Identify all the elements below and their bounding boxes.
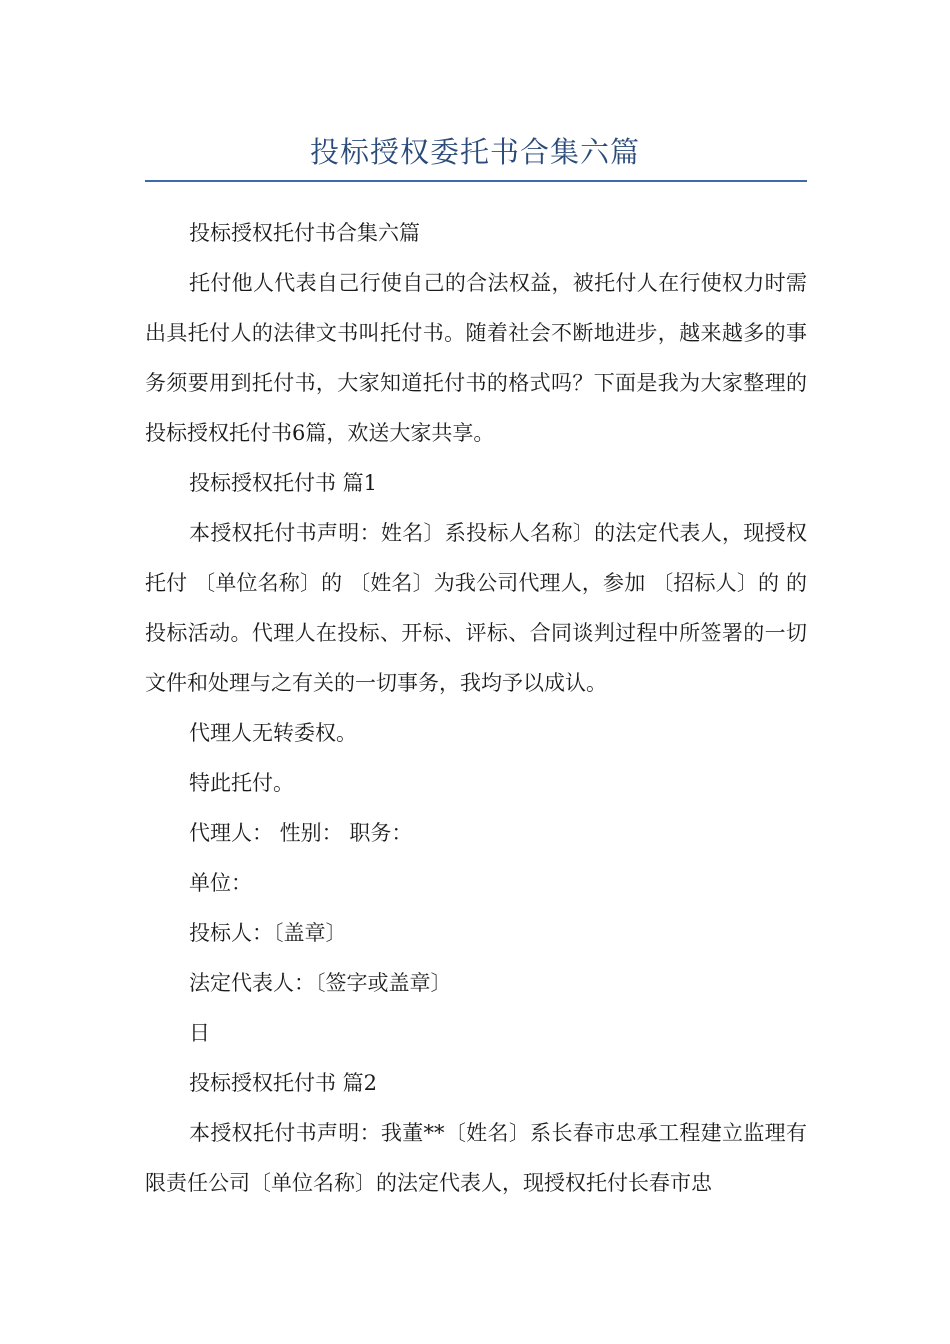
document-title: 投标授权委托书合集六篇 (309, 135, 640, 169)
section-heading-1: 投标授权托付书 篇1 (189, 471, 378, 495)
document-body (145, 208, 807, 1208)
paragraph-declaration-2: 本授权托付书声明：我董**〔姓名〕系长春市忠承工程建立监理有限责任公司〔单位名称〕的法定代表人，现授权托付长春市忠 (145, 1121, 807, 1195)
paragraph-declaration-1: 本授权托付书声明：姓名〕系投标人名称〕的法定代表人，现授权托付 〔单位名称〕的 〔姓名〕为我公司代理人，参加 〔招标人〕的 的投标活动。代理人在投标、开标、评标、合同谈判过程中所签署的一切文件和处理与之有关的一切事务，我均予以成认。 (145, 521, 807, 695)
paragraph-subtitle: 投标授权托付书合集六篇 (189, 221, 420, 245)
field-date: 日 (189, 1021, 210, 1045)
paragraph-no-delegation: 代理人无转委权。 (189, 721, 357, 745)
title-underline (145, 180, 807, 182)
section-heading-2: 投标授权托付书 篇2 (189, 1071, 378, 1095)
field-legal-rep: 法定代表人：〔签字或盖章〕 (189, 971, 452, 995)
field-bidder: 投标人：〔盖章〕 (189, 921, 347, 945)
field-agent-info: 代理人： 性别： 职务： (189, 821, 413, 845)
paragraph-intro: 托付他人代表自己行使自己的合法权益，被托付人在行使权力时需出具托付人的法律文书叫托付书。随着社会不断地进步，越来越多的事务须要用到托付书，大家知道托付书的格式吗？下面是我为大家整理的投标授权托付书6篇，欢送大家共享。 (145, 271, 807, 445)
field-unit: 单位： (189, 871, 252, 895)
paragraph-hereby: 特此托付。 (189, 771, 294, 795)
